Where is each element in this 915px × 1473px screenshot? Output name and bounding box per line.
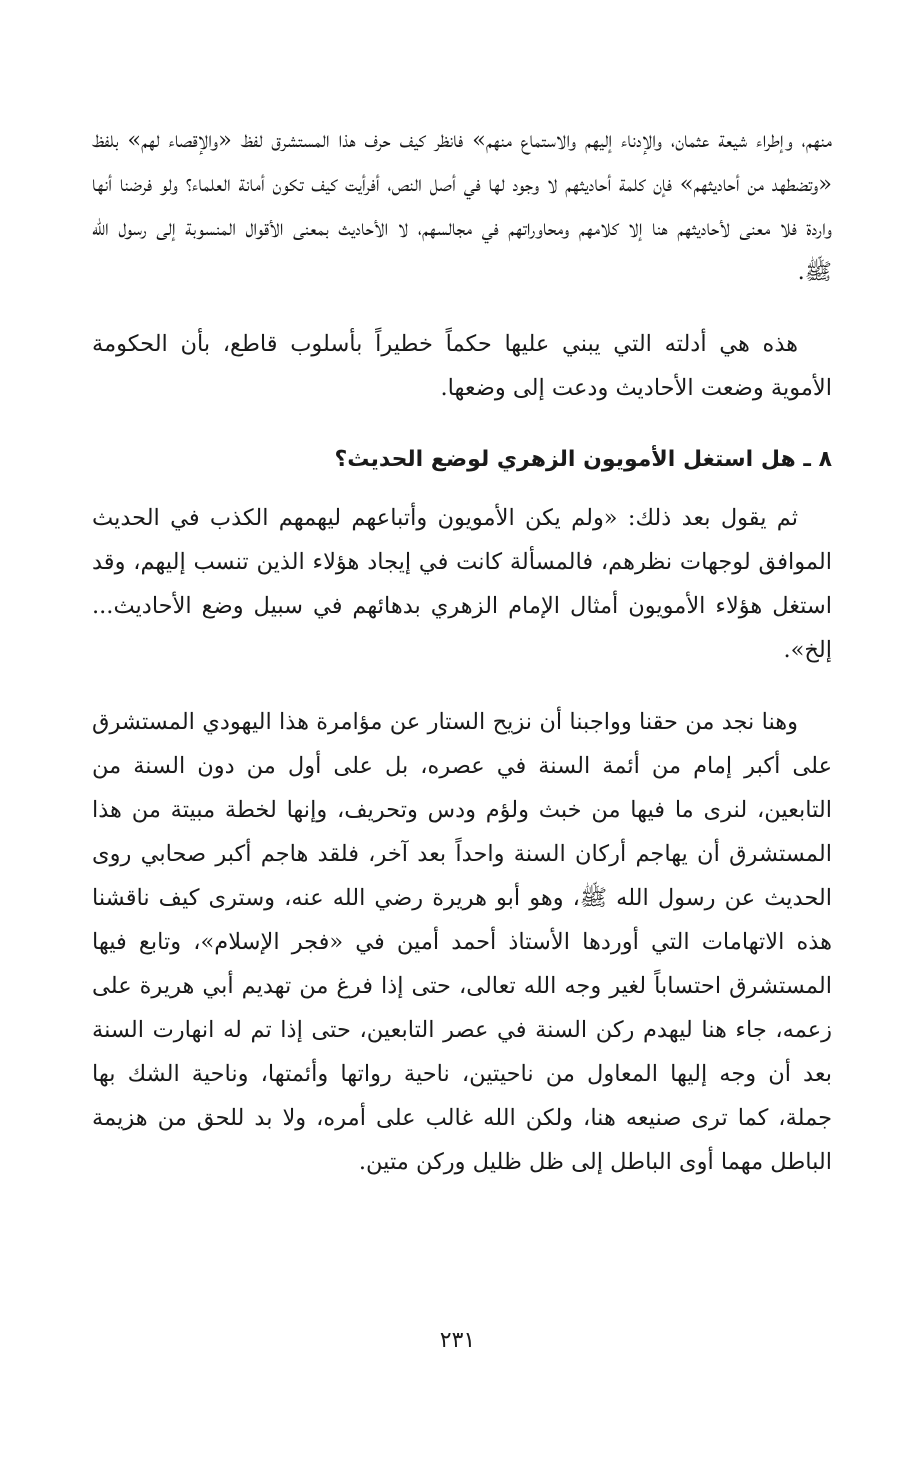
paragraph-quote: ثم يقول بعد ذلك: «ولم يكن الأمويون وأتباعهم ليهمهم الكذب في الحديث الموافق لوجهات نظرهم، فالمسألة كانت في إيجاد هؤلاء الذين تنسب إليهم، وقد استغل هؤلاء الأمويون أمثال الإمام الزهري بدهائهم في سبيل وضع الأحاديث... إلخ». xyxy=(92,505,832,663)
page-number: ٢٣١ xyxy=(439,1328,476,1353)
paragraph-rebuttal: وهنا نجد من حقنا وواجبنا أن نزيح الستار عن مؤامرة هذا اليهودي المستشرق على أكبر إمام من أئمة السنة في عصره، بل على أول من دون السنة من التابعين، لنرى ما فيها من خبث ولؤم ودس وتحريف، وإنها لخطة مبيتة من هذا المستشرق أن يهاجم أركان السنة واحداً بعد آخر، فلقد هاجم أكبر صحابي روى الحديث عن رسول الله ﷺ، وهو أبو هريرة رضي الله عنه، وسترى كيف ناقشنا هذه الاتهامات التي أوردها الأستاذ أحمد أمين في «فجر الإسلام»، وتابع فيها المستشرق احتساباً لغير وجه الله تعالى، حتى إذا فرغ من تهديم أبي هريرة على زعمه، جاء هنا ليهدم ركن السنة في عصر التابعين، حتى إذا تم له انهارت السنة بعد أن وجه إليها المعاول من ناحيتين، ناحية رواتها وأئمتها، وناحية الشك بها جملة، كما ترى صنيعه هنا، ولكن الله غالب على أمره، ولا بد للحق من هزيمة الباطل مهما أوى الباطل إلى ظل ظليل وركن متين. xyxy=(92,709,832,1175)
paragraph-continuation: منهم، وإطراء شيعة عثمان، والإدناء إليهم والاستماع منهم» فانظر كيف حرف هذا المستشرق لفظ «والإقصاء لهم» بلفظ «وتضطهد من أحاديثهم» فإن كلمة أحاديثهم لا وجود لها في أصل النص، أفرأيت كيف تكون أمانة العلماء؟ ولو فرضنا أنها واردة فلا معنى لأحاديثهم هنا إلا كلامهم ومحاوراتهم في مجالسهم، لا الأحاديث بمعنى الأقوال المنسوبة إلى رسول الله ﷺ. xyxy=(92,127,832,285)
section-heading: ٨ ـ هل استغل الأمويون الزهري لوضع الحديث؟ xyxy=(334,447,832,472)
page-body xyxy=(92,118,832,1212)
paragraph-evidence-summary: هذه هي أدلته التي يبني عليها حكماً خطيراً بأسلوب قاطع، بأن الحكومة الأموية وضعت الأحاديث ودعت إلى وضعها. xyxy=(92,331,832,401)
